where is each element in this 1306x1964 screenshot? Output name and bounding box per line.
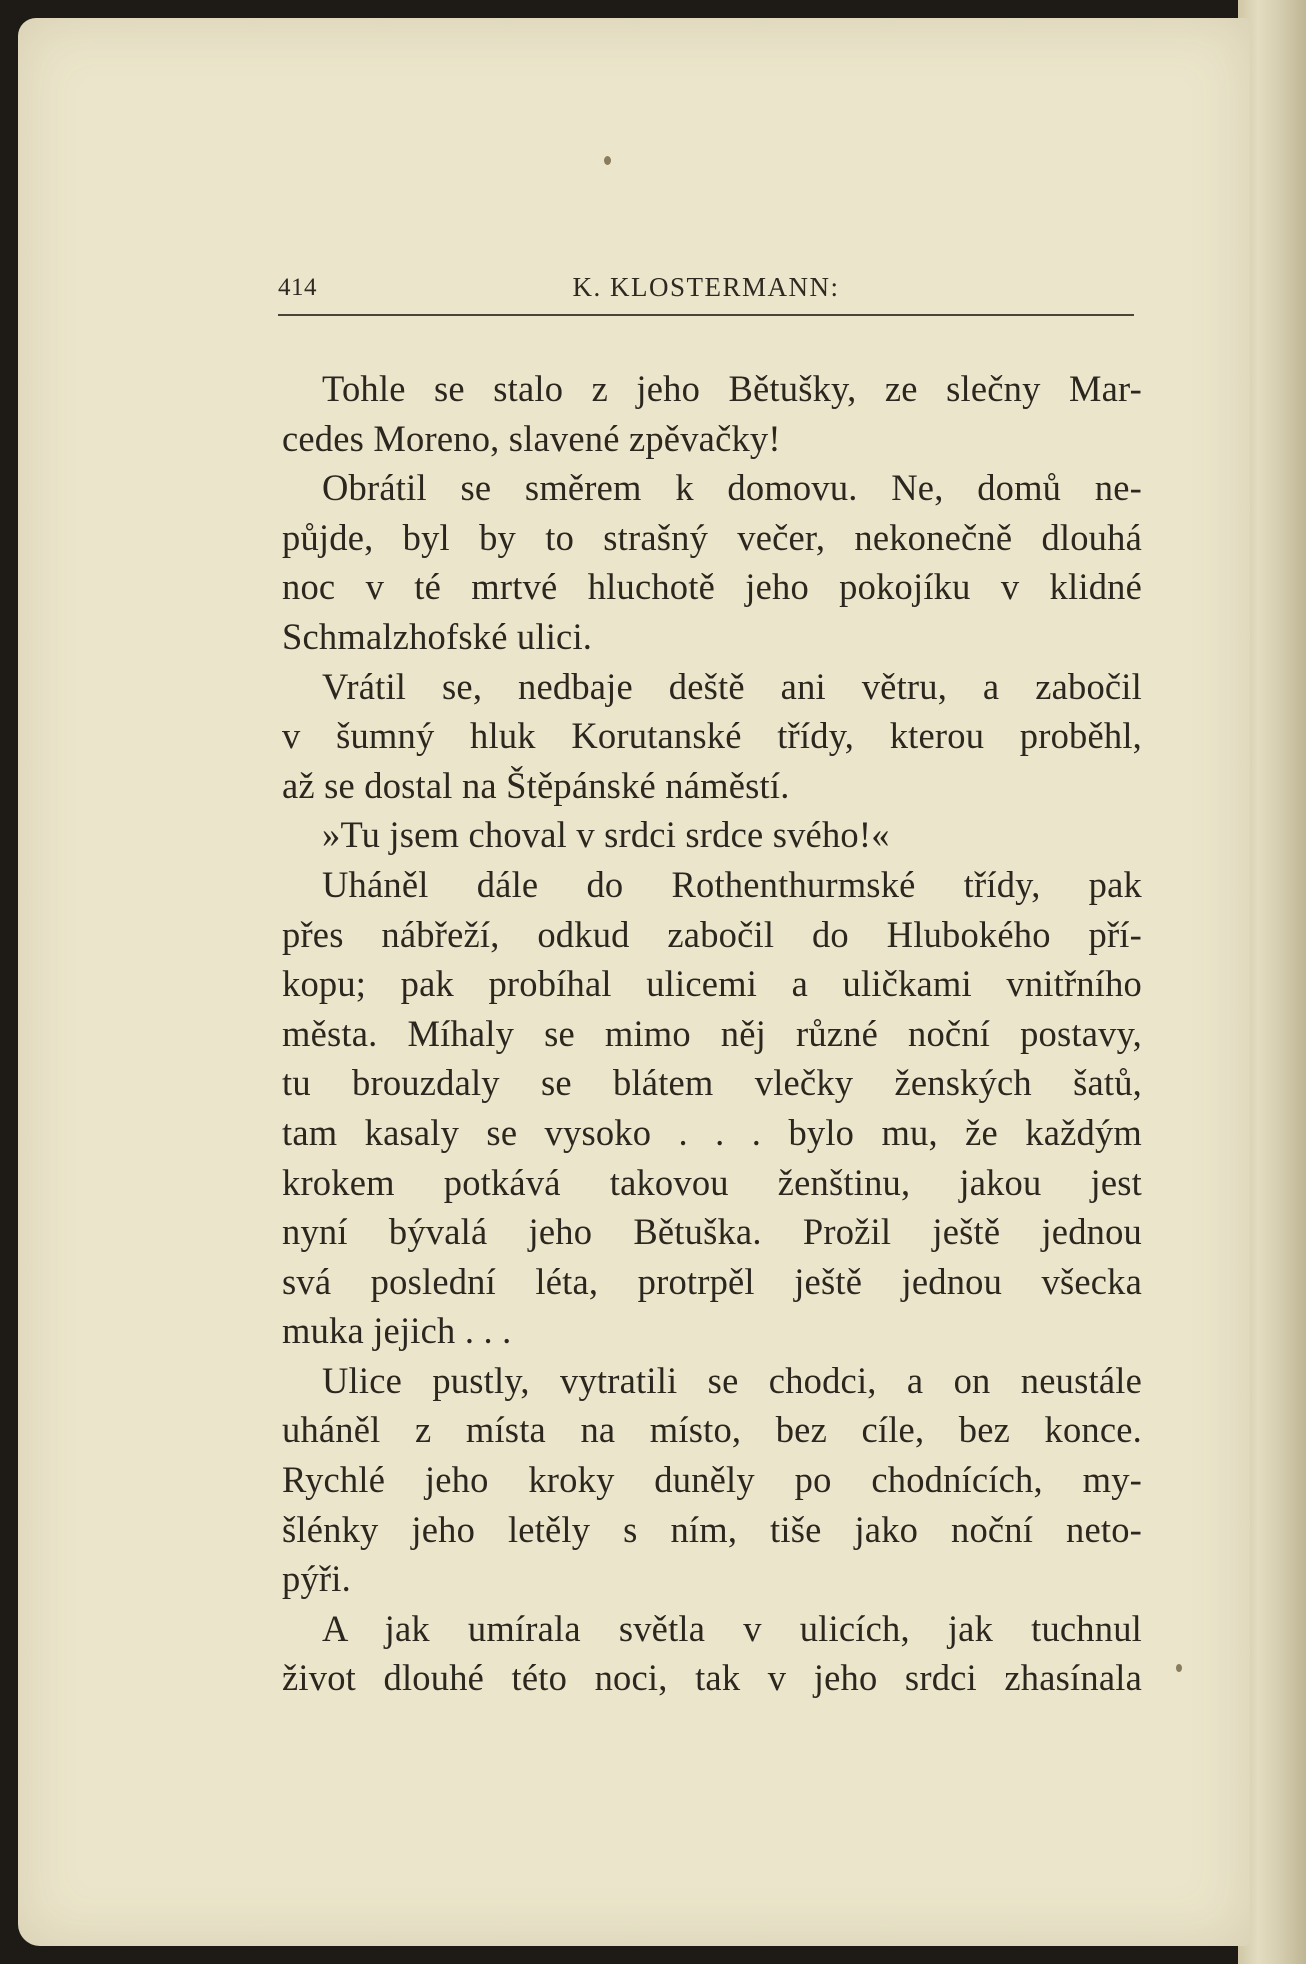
text-line: tu brouzdaly se blátem vlečky ženských šatů,: [282, 1062, 1142, 1104]
text-line: Schmalzhofské ulici.: [282, 615, 593, 657]
text-line: Tohle se stalo z jeho Bětušky, ze slečny Mar-: [322, 368, 1142, 409]
text-line: kopu; pak probíhal ulicemi a uličkami vnitřního: [282, 963, 1142, 1005]
text-line: svá poslední léta, protrpěl ještě jednou všecka: [282, 1260, 1142, 1302]
running-title: K. KLOSTERMANN:: [572, 272, 840, 302]
text-line: uháněl z místa na místo, bez cíle, bez konce.: [282, 1409, 1142, 1451]
text-line: města. Míhaly se mimo něj různé noční postavy,: [282, 1012, 1142, 1054]
text-line: tam kasaly se vysoko . . . bylo mu, že každým: [282, 1111, 1142, 1153]
text-line: pýři.: [282, 1558, 351, 1600]
text-line: Vrátil se, nedbaje deště ani větru, a zabočil: [322, 665, 1142, 707]
body-text: [282, 364, 1142, 1703]
text-line: v šumný hluk Korutanské třídy, kterou proběhl,: [282, 715, 1142, 757]
text-line: A jak umírala světla v ulicích, jak tuchnul: [322, 1607, 1142, 1649]
text-line: Ulice pustly, vytratili se chodci, a on neustále: [322, 1359, 1142, 1401]
text-line: šlénky jeho letěly s ním, tiše jako noční neto-: [282, 1508, 1142, 1550]
text-line: cedes Moreno, slavené zpěvačky!: [282, 417, 781, 459]
text-line: krokem potkává takovou ženštinu, jakou jest: [282, 1161, 1142, 1203]
text-line: Rychlé jeho kroky duněly po chodnících, my-: [282, 1459, 1142, 1501]
text-line: život dlouhé této noci, tak v jeho srdci zhasínala: [282, 1657, 1142, 1699]
text-line: přes nábřeží, odkud zabočil do Hlubokého pří-: [282, 913, 1142, 955]
text-line: Uháněl dále do Rothenthurmské třídy, pak: [322, 863, 1142, 905]
running-header: [278, 268, 1134, 316]
text-line: noc v té mrtvé hluchotě jeho pokojíku v klidné: [282, 566, 1142, 608]
ink-speck: [604, 156, 611, 165]
text-line: muka jejich . . .: [282, 1310, 512, 1352]
page-number: 414: [278, 274, 317, 301]
text-line: půjde, byl by to strašný večer, nekonečně dlouhá: [282, 516, 1142, 558]
text-line: »Tu jsem choval v srdci srdce svého!«: [322, 814, 890, 856]
ink-speck: [1176, 1664, 1182, 1672]
text-line: nyní bývalá jeho Bětuška. Prožil ještě jednou: [282, 1211, 1142, 1253]
text-line: až se dostal na Štěpánské náměstí.: [282, 764, 790, 806]
text-line: Obrátil se směrem k domovu. Ne, domů ne-: [322, 467, 1142, 509]
